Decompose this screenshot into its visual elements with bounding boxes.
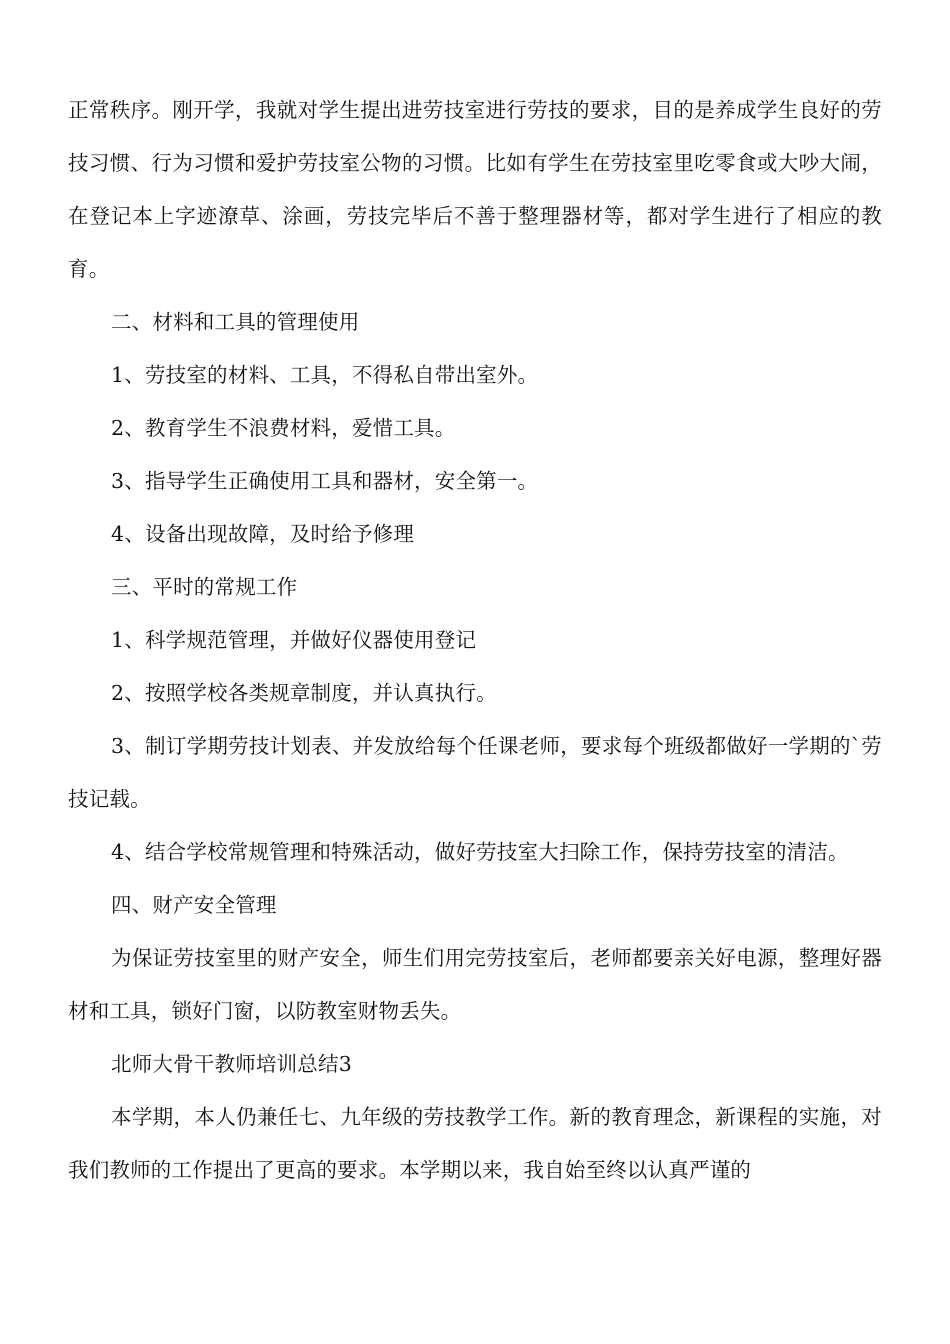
list-item: 1、科学规范管理，并做好仪器使用登记 xyxy=(111,628,477,652)
list-item: 2、教育学生不浪费材料，爱惜工具。 xyxy=(111,416,456,440)
document-page xyxy=(68,84,882,1197)
body-paragraph: 为保证劳技室里的财产安全，师生们用完劳技室后，老师都要亲关好电源，整理好器材和工具，锁好门窗，以防教室财物丢失。 xyxy=(68,946,882,1023)
paragraph-continuation: 正常秩序。刚开学，我就对学生提出进劳技室进行劳技的要求，目的是养成学生良好的劳技习惯、行为习惯和爱护劳技室公物的习惯。比如有学生在劳技室里吃零食或大吵大闹，在登记本上字迹潦草、涂画，劳技完毕后不善于整理器材等，都对学生进行了相应的教育。 xyxy=(68,98,882,281)
section-heading-routine-work: 三、平时的常规工作 xyxy=(111,575,298,599)
list-item: 4、设备出现故障，及时给予修理 xyxy=(111,522,415,546)
list-item: 3、制订学期劳技计划表、并发放给每个任课老师，要求每个班级都做好一学期的`劳技记载。 xyxy=(68,734,882,811)
section-heading-materials-tools: 二、材料和工具的管理使用 xyxy=(111,310,360,334)
list-item: 1、劳技室的材料、工具，不得私自带出室外。 xyxy=(111,363,539,387)
list-item: 2、按照学校各类规章制度，并认真执行。 xyxy=(111,681,497,705)
list-item: 3、指导学生正确使用工具和器材，安全第一。 xyxy=(111,469,539,493)
document-subtitle: 北师大骨干教师培训总结3 xyxy=(111,1052,352,1076)
body-paragraph: 本学期，本人仍兼任七、九年级的劳技教学工作。新的教育理念，新课程的实施，对我们教师的工作提出了更高的要求。本学期以来，我自始至终以认真严谨的 xyxy=(68,1105,882,1182)
section-heading-property-safety: 四、财产安全管理 xyxy=(111,893,277,917)
list-item: 4、结合学校常规管理和特殊活动，做好劳技室大扫除工作，保持劳技室的清洁。 xyxy=(111,840,849,864)
